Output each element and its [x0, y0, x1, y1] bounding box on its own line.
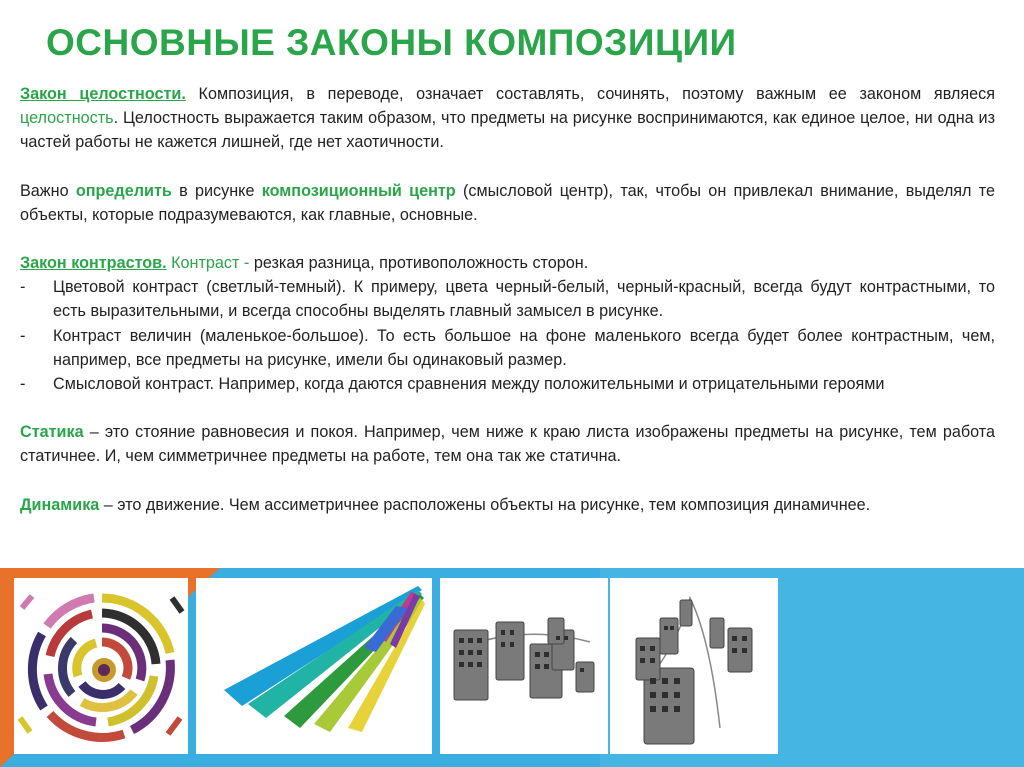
color-rays-image: [196, 578, 432, 754]
term-statics: Статика: [20, 423, 84, 442]
term-contrast-law: Закон контрастов.: [20, 254, 167, 273]
term-dynamics: Динамика: [20, 495, 100, 514]
text: (смысловой центр), так, чтобы он привлекал внимание, выделял те объекты, которые подразумеваются, как главные, основные.: [20, 181, 996, 224]
buildings-dynamic-image: [610, 578, 778, 754]
text: Важно: [20, 181, 76, 200]
text: резкая разница, противоположность сторон.: [253, 254, 589, 273]
text: Композиция, в переводе, означает составлять, сочинять, поэтому важным ее законом являеся: [185, 85, 996, 103]
term-contrast: Контраст -: [166, 254, 254, 273]
paragraph-dynamics: [20, 493, 995, 517]
content-body: [20, 82, 995, 517]
text: в рисунке: [171, 181, 262, 200]
paragraph-contrast: [20, 251, 995, 275]
term-integrity-law: Закон целостности.: [20, 85, 186, 103]
text: . Целостность выражается таким образом, что предметы на рисунке воспринимаются, как единое целое, ни одна из частей работы не кажется лишней, где нет хаотичности.: [20, 109, 995, 152]
term-define: определить: [75, 181, 172, 200]
term-integrity: целостность: [20, 109, 114, 128]
text: – это движение. Чем ассиметричнее расположены объекты на рисунке, тем композиция динамичнее.: [99, 495, 871, 514]
term-composition-center: композиционный центр: [261, 181, 456, 200]
list-item: - Смысловой контраст. Например, когда даются сравнения между положительными и отрицательными героями: [20, 375, 885, 394]
buildings-static-image: [440, 578, 608, 754]
list-item: - Контраст величин (маленькое-большое). То есть большое на фоне маленького всегда будет более контрастным, чем, например, все предметы на рисунке, имели бы одинаковый размер.: [20, 326, 995, 369]
spiral-image: [14, 578, 188, 754]
text: – это стояние равновесия и покоя. Например, чем ниже к краю листа изображены предметы на рисунке, тем работа статичнее. И, чем симметричнее предметы на работе, тем она так же статична.: [20, 423, 995, 466]
paragraph-center: [20, 179, 995, 227]
list-item: - Цветовой контраст (светлый-темный). К примеру, цвета черный-белый, черный-красный, всегда будут контрастными, то есть выразительными, и всегда способны выделять главный замысел в рисунке.: [20, 278, 995, 321]
paragraph-statics: [20, 420, 995, 468]
paragraph-integrity: [20, 82, 995, 155]
page-title: ОСНОВНЫЕ ЗАКОНЫ КОМПОЗИЦИИ: [46, 22, 737, 63]
